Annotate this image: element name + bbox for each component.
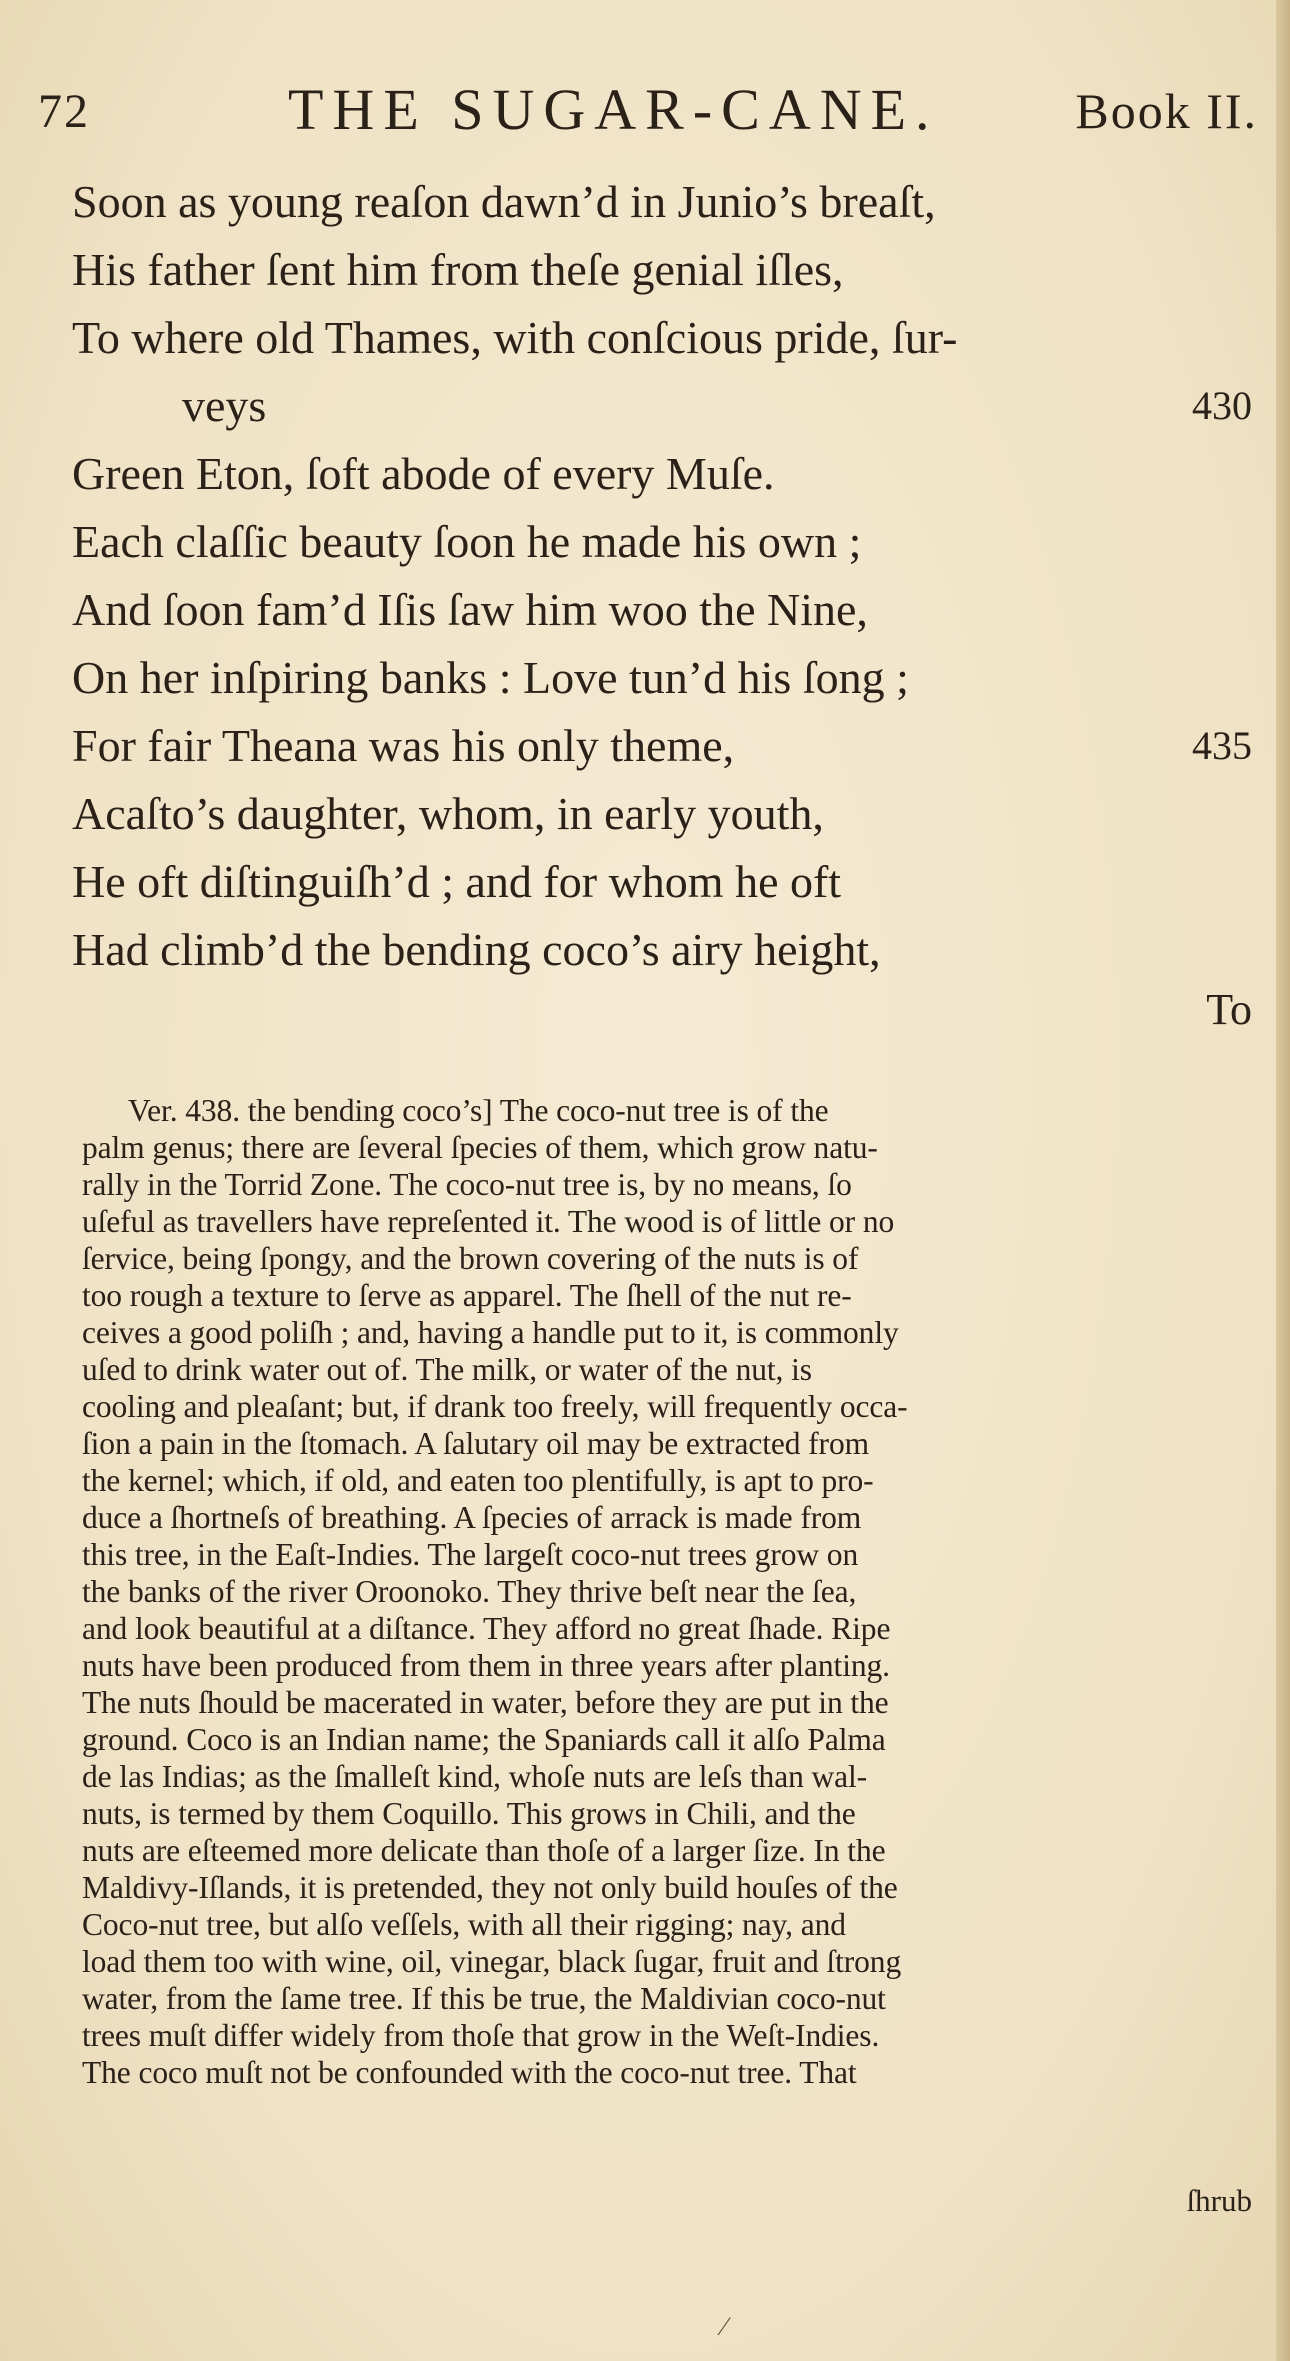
- verse-line-text: For fair Theana was his only theme,: [72, 720, 735, 771]
- verse-catchword: To: [1206, 985, 1252, 1034]
- footnote-line: ceives a good poliſh ; and, having a handle put to it, is commonly: [82, 1315, 899, 1350]
- footnote-line: duce a ſhortneſs of breathing. A ſpecies of arrack is made from: [82, 1500, 862, 1535]
- running-head: [38, 76, 1258, 146]
- footnote-line: rally in the Torrid Zone. The coco-nut tree is, by no means, ſo: [82, 1167, 852, 1202]
- page-number: 72: [38, 85, 90, 138]
- footnote-line: cooling and pleaſant; but, if drank too freely, will frequently occa-: [82, 1389, 908, 1424]
- verse-line: [72, 576, 1252, 644]
- verse-line-text: Each claſſic beauty ſoon he made his own ;: [72, 516, 862, 567]
- footnote-line: the banks of the river Oroonoko. They thrive beſt near the ſea,: [82, 1574, 857, 1609]
- footnote-line: Maldivy-Iſlands, it is pretended, they not only build houſes of the: [82, 1870, 898, 1905]
- verse-line-text: veys: [182, 380, 267, 431]
- verse-line-text: And ſoon fam’d Iſis ſaw him woo the Nine,: [72, 584, 868, 635]
- verse-line: [72, 372, 1252, 440]
- verse-line-text: He oft diſtinguiſh’d ; and for whom he oft: [72, 856, 842, 907]
- footnote-line: Coco-nut tree, but alſo veſſels, with all their rigging; nay, and: [82, 1907, 846, 1942]
- verse-block: [72, 168, 1252, 984]
- line-number: 435: [1192, 723, 1252, 768]
- running-title: THE SUGAR-CANE.: [288, 77, 939, 142]
- footnote-line: too rough a texture to ſerve as apparel. The ſhell of the nut re-: [82, 1278, 852, 1313]
- footnote-line: ſervice, being ſpongy, and the brown covering of the nuts is of: [82, 1241, 859, 1276]
- verse-line: [72, 848, 1252, 916]
- footnote-line: nuts, is termed by them Coquillo. This grows in Chili, and the: [82, 1796, 856, 1831]
- footnote-line: palm genus; there are ſeveral ſpecies of them, which grow natu-: [82, 1130, 878, 1165]
- verse-line: [72, 440, 1252, 508]
- footnote-line: ſion a pain in the ſtomach. A ſalutary oil may be extracted from: [82, 1426, 869, 1461]
- verse-line: [72, 304, 1252, 372]
- footnote-line: ground. Coco is an Indian name; the Spaniards call it alſo Palma: [82, 1722, 886, 1757]
- footnote-line: The coco muſt not be confounded with the coco-nut tree. That: [82, 2055, 857, 2090]
- footnote-line: this tree, in the Eaſt-Indies. The largeſt coco-nut trees grow on: [82, 1537, 859, 1572]
- footnote-block: [82, 1092, 1262, 2091]
- footnote-line: and look beautiful at a diſtance. They afford no great ſhade. Ripe: [82, 1611, 891, 1646]
- verse-line: [72, 508, 1252, 576]
- footnote-line: load them too with wine, oil, vinegar, black ſugar, fruit and ſtrong: [82, 1944, 902, 1979]
- footnote-line: Ver. 438. the bending coco’s] The coco-nut tree is of the: [128, 1093, 829, 1128]
- verse-line-text: Had climb’d the bending coco’s airy height,: [72, 924, 881, 975]
- footnote-line: nuts have been produced from them in three years after planting.: [82, 1648, 890, 1683]
- verse-line: [72, 712, 1252, 780]
- verse-line-text: Acaſto’s daughter, whom, in early youth,: [72, 788, 824, 839]
- verse-line-text: On her inſpiring banks : Love tun’d his ſong ;: [72, 652, 909, 703]
- footnote-line: uſed to drink water out of. The milk, or water of the nut, is: [82, 1352, 812, 1387]
- footnote-line: water, from the ſame tree. If this be true, the Maldivian coco-nut: [82, 1981, 886, 2016]
- verse-line-text: His father ſent him from theſe genial iſles,: [72, 244, 844, 295]
- footnote-catchword: ſhrub: [1186, 2183, 1252, 2218]
- verse-line: [72, 916, 1252, 984]
- page-edge: [1276, 0, 1290, 2361]
- footnote-line: trees muſt differ widely from thoſe that grow in the Weſt-Indies.: [82, 2018, 880, 2053]
- verse-line: [72, 236, 1252, 304]
- verse-line-text: Soon as young reaſon dawn’d in Junio’s breaſt,: [72, 176, 936, 227]
- verse-line-text: To where old Thames, with conſcious pride, ſur-: [72, 312, 958, 363]
- page-mark: ⁄: [722, 2312, 727, 2341]
- verse-line: [72, 780, 1252, 848]
- verse-line: [72, 644, 1252, 712]
- footnote-line: de las Indias; as the ſmalleſt kind, whoſe nuts are leſs than wal-: [82, 1759, 868, 1794]
- footnote-line: the kernel; which, if old, and eaten too plentifully, is apt to pro-: [82, 1463, 874, 1498]
- line-number: 430: [1192, 383, 1252, 428]
- verse-line-text: Green Eton, ſoft abode of every Muſe.: [72, 448, 775, 499]
- footnote-line: uſeful as travellers have repreſented it. The wood is of little or no: [82, 1204, 895, 1239]
- verse-line: [72, 168, 1252, 236]
- footnote-line: nuts are eſteemed more delicate than thoſe of a larger ſize. In the: [82, 1833, 886, 1868]
- book-label: Book II.: [1075, 83, 1258, 139]
- footnote-line: The nuts ſhould be macerated in water, before they are put in the: [82, 1685, 889, 1720]
